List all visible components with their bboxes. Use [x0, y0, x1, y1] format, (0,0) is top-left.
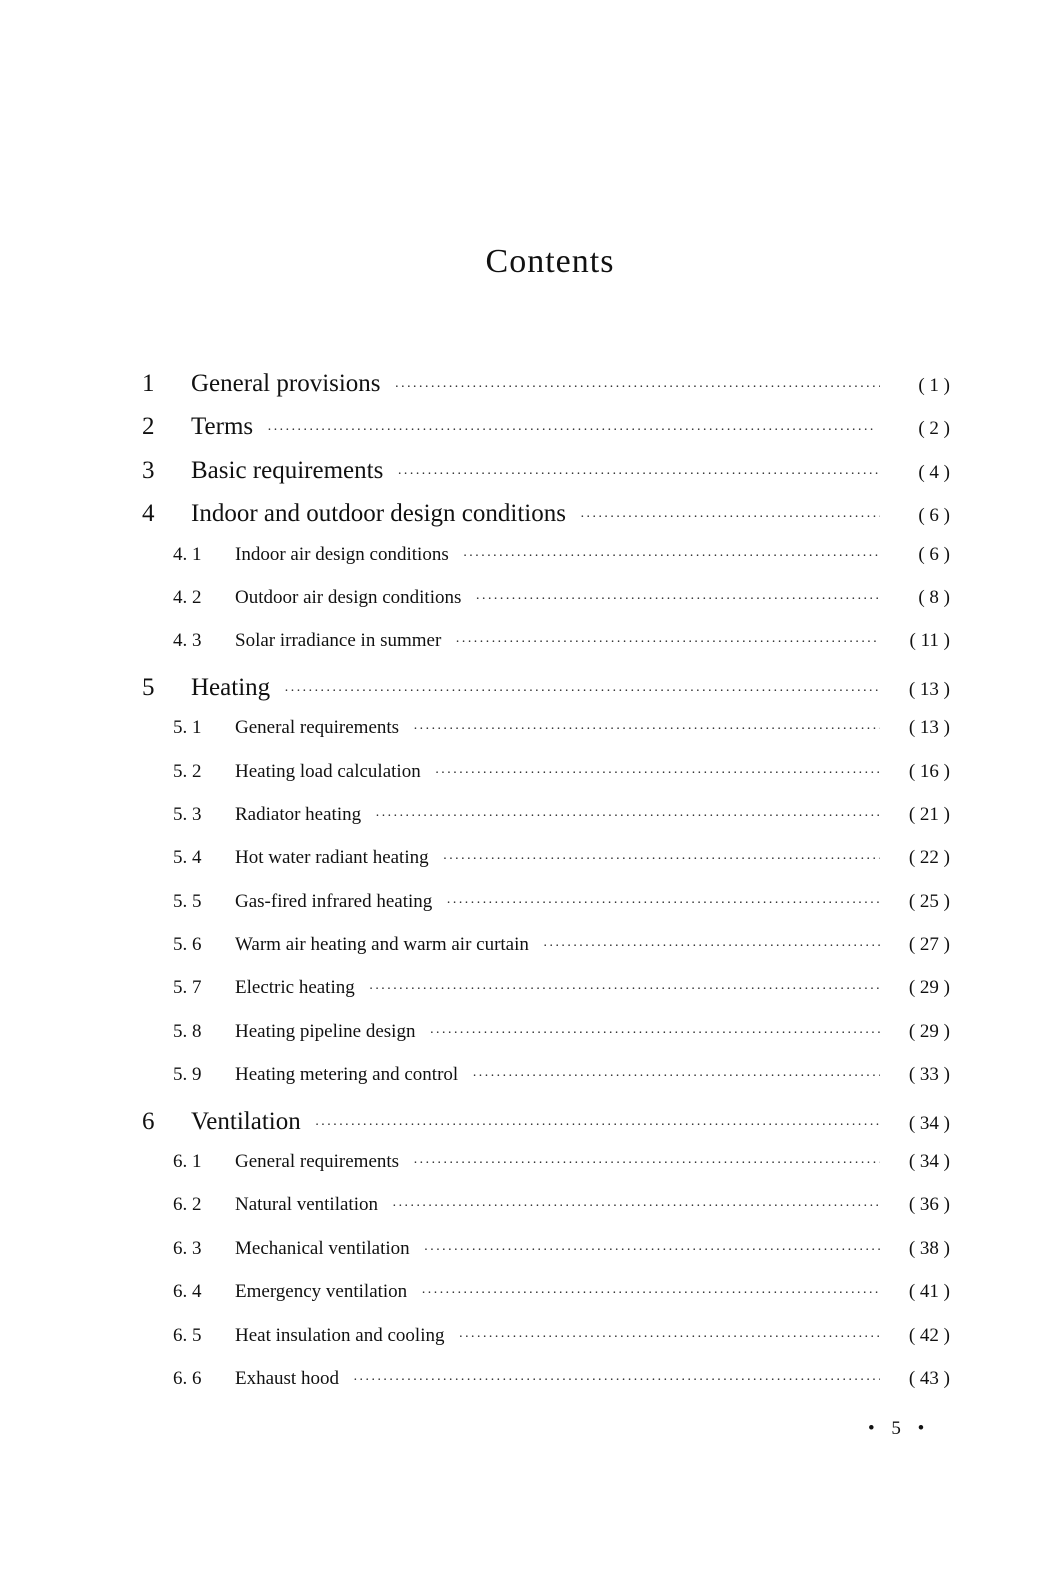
entry-title: Heating load calculation [235, 760, 421, 782]
entry-number: 6. 6 [173, 1367, 202, 1389]
entry-number: 5. 7 [173, 977, 202, 999]
entry-page: ( 34 ) [908, 1151, 950, 1173]
entry-number: 5. 5 [173, 890, 202, 912]
entry-title: Mechanical ventilation [235, 1237, 410, 1259]
toc-section-entry[interactable] [140, 1325, 950, 1368]
toc-section-entry[interactable] [140, 1151, 950, 1194]
entry-page: ( 34 ) [908, 1112, 950, 1134]
entry-page: ( 1 ) [918, 375, 950, 396]
entry-title: Emergency ventilation [235, 1281, 408, 1303]
entry-title: Hot water radiant heating [235, 847, 429, 869]
dot-leader [429, 1026, 880, 1042]
entry-page: ( 6 ) [918, 543, 950, 565]
dot-leader [413, 1156, 880, 1172]
entry-number: 5. 6 [173, 934, 202, 956]
entry-page: ( 27 ) [908, 934, 950, 956]
entry-number: 6. 1 [173, 1151, 202, 1173]
dot-leader [369, 982, 880, 998]
toc-section-entry[interactable] [140, 1021, 950, 1064]
dot-leader [392, 1199, 880, 1215]
entry-page: ( 25 ) [908, 890, 950, 912]
dot-leader [435, 766, 880, 782]
entry-page: ( 22 ) [908, 847, 950, 869]
entry-number: 3 [142, 456, 155, 484]
entry-title: Indoor air design conditions [235, 543, 449, 565]
dot-leader [421, 1286, 880, 1302]
toc-section-entry[interactable] [140, 630, 950, 673]
entry-page: ( 16 ) [908, 760, 950, 782]
entry-title: Electric heating [235, 977, 355, 999]
entry-page: ( 13 ) [908, 678, 950, 700]
dot-leader [475, 592, 880, 608]
entry-page: ( 33 ) [908, 1064, 950, 1086]
dot-leader [353, 1373, 880, 1389]
toc-section-entry[interactable] [140, 717, 950, 760]
entry-page: ( 11 ) [909, 630, 950, 652]
toc-chapter-entry[interactable] [140, 413, 950, 456]
toc-chapter-entry[interactable] [140, 500, 950, 543]
toc-section-entry[interactable] [140, 587, 950, 630]
dot-leader [472, 1069, 880, 1085]
entry-title: Solar irradiance in summer [235, 630, 442, 652]
entry-number: 6 [142, 1107, 155, 1135]
entry-page: ( 29 ) [908, 1020, 950, 1042]
toc-section-entry[interactable] [140, 847, 950, 890]
entry-number: 5. 9 [173, 1064, 202, 1086]
dot-leader [463, 549, 880, 565]
entry-page: ( 4 ) [918, 461, 950, 483]
entry-number: 1 [142, 370, 155, 397]
dot-leader [397, 467, 880, 483]
entry-number: 4 [142, 500, 155, 528]
entry-number: 2 [142, 413, 155, 441]
entry-title: Outdoor air design conditions [235, 586, 462, 608]
toc-section-entry[interactable] [140, 977, 950, 1020]
entry-title: Heating [191, 673, 271, 701]
toc-chapter-entry[interactable] [140, 370, 950, 413]
page-number: • 5 • [868, 1418, 931, 1439]
entry-title: Warm air heating and warm air curtain [235, 934, 529, 956]
toc-section-entry[interactable] [140, 1064, 950, 1107]
entry-title: Heating metering and control [235, 1064, 459, 1086]
entry-number: 5. 2 [173, 760, 202, 782]
toc-section-entry[interactable] [140, 1368, 950, 1411]
dot-leader [395, 380, 880, 396]
entry-number: 4. 2 [173, 586, 202, 608]
entry-title: Heating pipeline design [235, 1020, 416, 1042]
dot-leader [543, 939, 880, 955]
toc-section-entry[interactable] [140, 891, 950, 934]
entry-number: 5. 4 [173, 847, 202, 869]
dot-leader [375, 809, 880, 825]
dot-leader [455, 635, 880, 651]
entry-page: ( 41 ) [908, 1281, 950, 1303]
entry-page: ( 2 ) [918, 418, 950, 440]
entry-number: 6. 5 [173, 1324, 202, 1346]
toc-chapter-entry[interactable] [140, 674, 950, 717]
dot-leader [458, 1330, 880, 1346]
dot-leader [267, 423, 880, 439]
entry-page: ( 42 ) [908, 1324, 950, 1346]
entry-number: 6. 2 [173, 1194, 202, 1216]
entry-title: Gas-fired infrared heating [235, 890, 433, 912]
entry-page: ( 21 ) [908, 803, 950, 825]
entry-page: ( 38 ) [908, 1237, 950, 1259]
dot-leader [424, 1243, 880, 1259]
dot-leader [315, 1118, 880, 1134]
dot-leader [413, 722, 880, 738]
entry-title: Terms [191, 413, 254, 441]
entry-title: General requirements [235, 1151, 400, 1173]
dot-leader [284, 684, 880, 700]
entry-number: 6. 3 [173, 1237, 202, 1259]
entry-number: 6. 4 [173, 1281, 202, 1303]
entry-number: 4. 1 [173, 543, 202, 565]
entry-title: Natural ventilation [235, 1194, 378, 1216]
entry-page: ( 43 ) [908, 1367, 950, 1389]
entry-number: 5. 3 [173, 803, 202, 825]
entry-title: Indoor and outdoor design conditions [191, 500, 566, 528]
entry-page: ( 13 ) [908, 717, 950, 739]
entry-title: General requirements [235, 717, 400, 739]
entry-number: 5 [142, 673, 155, 701]
toc-section-entry[interactable] [140, 1238, 950, 1281]
entry-title: General provisions [191, 370, 381, 397]
entry-title: Heat insulation and cooling [235, 1324, 445, 1346]
toc-section-entry[interactable] [140, 934, 950, 977]
entry-page: ( 8 ) [918, 586, 950, 608]
entry-page: ( 29 ) [908, 977, 950, 999]
toc-chapter-entry[interactable] [140, 457, 950, 500]
entry-page: ( 6 ) [918, 505, 950, 527]
entry-title: Basic requirements [191, 456, 384, 484]
toc-section-entry[interactable] [140, 1281, 950, 1324]
page-title: Contents [485, 243, 615, 280]
entry-number: 5. 8 [173, 1020, 202, 1042]
toc-section-entry[interactable] [140, 761, 950, 804]
toc-chapter-entry[interactable] [140, 1108, 950, 1151]
dot-leader [446, 896, 880, 912]
toc-section-entry[interactable] [140, 1194, 950, 1237]
entry-number: 5. 1 [173, 717, 202, 739]
entry-title: Ventilation [191, 1107, 301, 1135]
dot-leader [443, 852, 880, 868]
entry-title: Exhaust hood [235, 1367, 339, 1389]
toc-section-entry[interactable] [140, 544, 950, 587]
entry-number: 4. 3 [173, 630, 202, 652]
dot-leader [580, 510, 880, 526]
entry-title: Radiator heating [235, 803, 362, 825]
toc-section-entry[interactable] [140, 804, 950, 847]
table-of-contents [140, 370, 950, 1411]
entry-page: ( 36 ) [908, 1194, 950, 1216]
